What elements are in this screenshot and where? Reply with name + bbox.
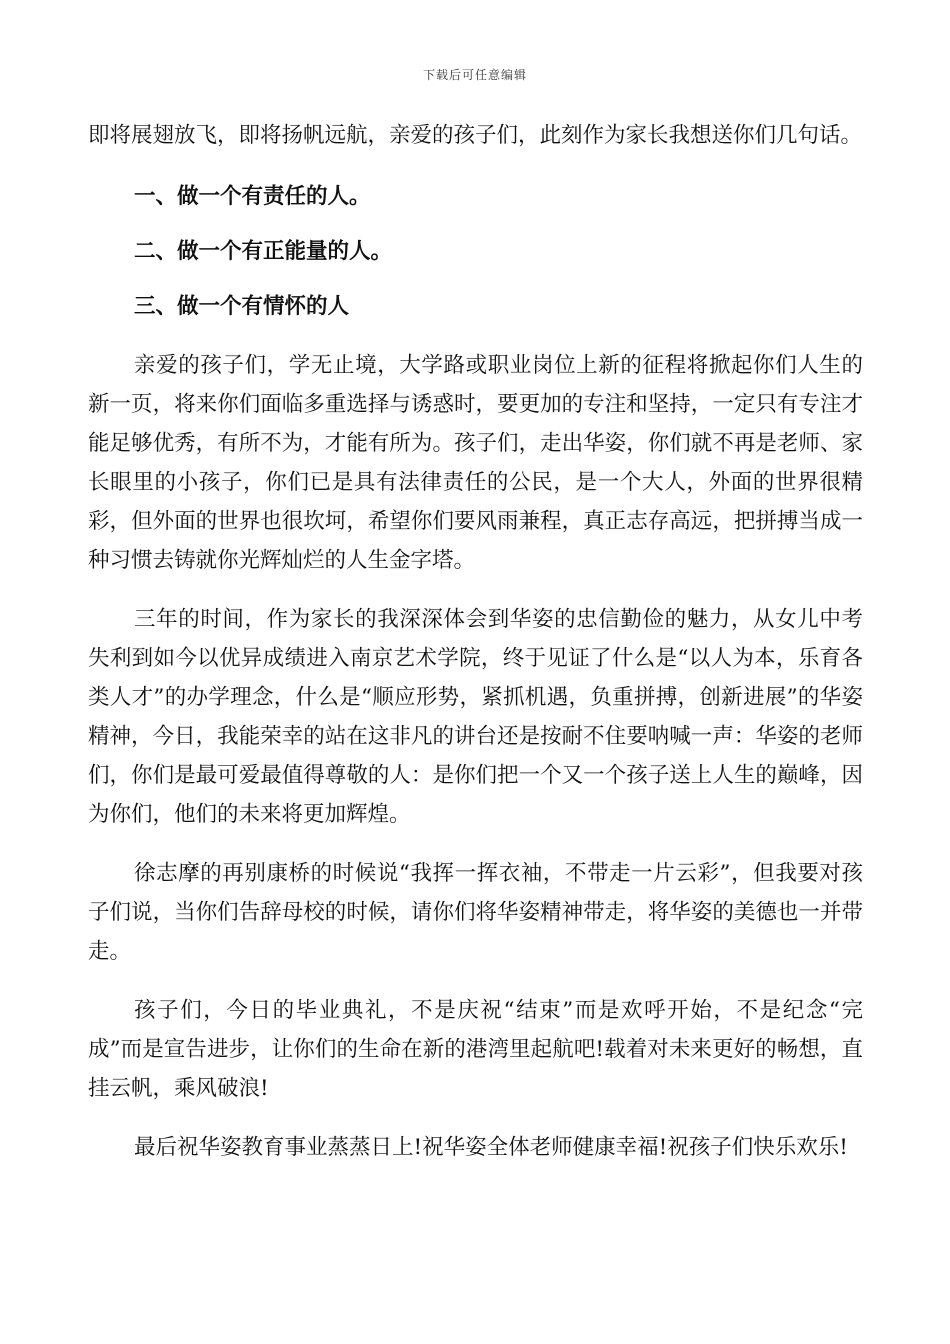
point-1: 一、做一个有责任的人。	[134, 184, 371, 209]
point-3: 三、做一个有情怀的人	[134, 294, 350, 319]
page-header: 下载后可任意编辑	[422, 68, 527, 82]
document-body	[88, 116, 863, 1187]
point-2: 二、做一个有正能量的人。	[134, 239, 393, 264]
body-paragraph: 孩子们，今日的毕业典礼，不是庆祝“结束”而是欢呼开始，不是纪念“完成”而是宣告进步，让你们的生命在新的港湾里起航吧!载着对未来更好的畅想，直挂云帆，乘风破浪!	[88, 998, 863, 1101]
body-paragraph: 亲爱的孩子们，学无止境，大学路或职业岗位上新的征程将掀起你们人生的新一页，将来你们面临多重选择与诱惑时，要更加的专注和坚持，一定只有专注才能足够优秀，有所不为，才能有所为。孩子们，走出华姿，你们就不再是老师、家长眼里的小孩子，你们已是具有法律责任的公民，是一个大人，外面的世界很精彩，但外面的世界也很坎坷，希望你们要风雨兼程，真正志存高远，把拼搏当成一种习惯去铸就你光辉灿烂的人生金字塔。	[88, 353, 863, 573]
closing-paragraph: 最后祝华姿教育事业蒸蒸日上!祝华姿全体老师健康幸福!祝孩子们快乐欢乐!	[134, 1135, 848, 1160]
body-paragraph: 徐志摩的再别康桥的时候说“我挥一挥衣袖，不带走一片云彩”，但我要对孩子们说，当你们告辞母校的时候，请你们将华姿精神带走，将华姿的美德也一并带走。	[88, 861, 863, 964]
opening-paragraph: 即将展翅放飞，即将扬帆远航，亲爱的孩子们，此刻作为家长我想送你们几句话。	[88, 123, 863, 148]
body-paragraph: 三年的时间，作为家长的我深深体会到华姿的忠信勤俭的魅力，从女儿中考失利到如今以优异成绩进入南京艺术学院，终于见证了什么是“以人为本，乐育各类人才”的办学理念，什么是“顺应形势，紧抓机遇，负重拼搏，创新进展”的华姿精神，今日，我能荣幸的站在这非凡的讲台还是按耐不住要呐喊一声：华姿的老师们，你们是最可爱最值得尊敬的人：是你们把一个又一个孩子送上人生的巅峰，因为你们，他们的未来将更加辉煌。	[88, 607, 863, 827]
